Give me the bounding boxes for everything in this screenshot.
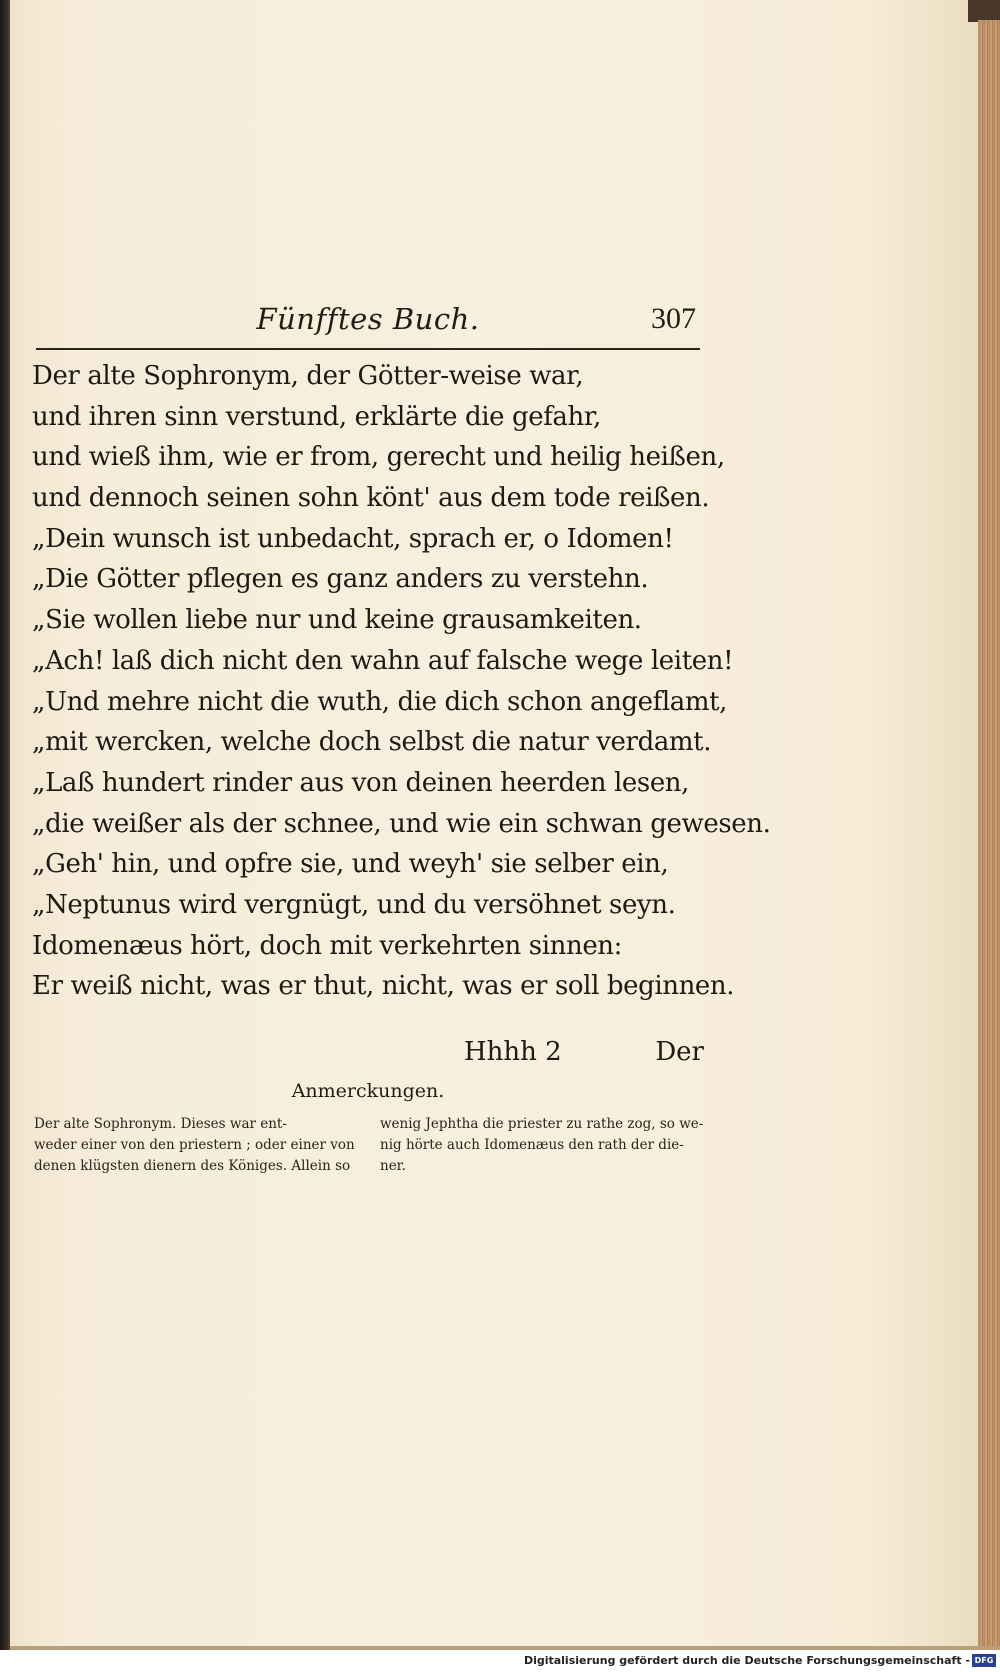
verse-block xyxy=(32,356,771,1007)
verse-line: und ihren sinn verstund, erklärte die gefahr, xyxy=(32,401,601,432)
verse-line: „die weißer als der schnee, und wie ein schwan gewesen. xyxy=(32,808,771,839)
note-line: wenig Jephtha die priester zu rathe zog, so we- xyxy=(380,1116,704,1132)
catchword: Der xyxy=(655,1037,704,1067)
verse-line: „Sie wollen liebe nur und keine grausamkeiten. xyxy=(32,605,642,636)
note-line: denen klügsten dienern des Königes. Allein so xyxy=(34,1158,351,1174)
note-line: Der alte Sophronym. Dieses war ent- xyxy=(34,1116,287,1132)
note-line: ner. xyxy=(380,1158,406,1174)
verse-line: „mit wercken, welche doch selbst die natur verdamt. xyxy=(32,727,712,758)
verse-line: „Die Götter pflegen es ganz anders zu verstehn. xyxy=(32,564,649,595)
verse-line: „Dein wunsch ist unbedacht, sprach er, o Idomen! xyxy=(32,523,674,554)
notes-block xyxy=(34,1114,702,1177)
verse-line: „Laß hundert rinder aus von deinen heerden lesen, xyxy=(32,767,690,798)
verse-line: „Und mehre nicht die wuth, die dich schon angeflamt, xyxy=(32,686,728,717)
note-line: nig hörte auch Idomenæus den rath der die- xyxy=(380,1137,684,1153)
verse-line: Idomenæus hört, doch mit verkehrten sinnen: xyxy=(32,930,623,961)
book-page-edges xyxy=(978,20,1000,1652)
notes-left-column xyxy=(34,1114,356,1177)
note-line: weder einer von den priestern ; oder einer von xyxy=(34,1137,355,1153)
footer-credit: Digitalisierung gefördert durch die Deutsche Forschungsgemeinschaft - xyxy=(523,1654,970,1667)
running-head xyxy=(36,302,700,350)
book-corner-shadow xyxy=(968,0,1000,22)
notes-right-column xyxy=(380,1114,702,1177)
notes-heading: Anmerckungen. xyxy=(291,1080,445,1102)
running-title: Fünfftes Buch. xyxy=(256,302,480,336)
verse-line: „Neptunus wird vergnügt, und du versöhnet seyn. xyxy=(32,889,676,920)
page-number: 307 xyxy=(651,302,696,335)
verse-line: Er weiß nicht, was er thut, nicht, was er soll beginnen. xyxy=(32,971,735,1002)
sheet-signature: Hhhh 2 xyxy=(464,1037,562,1067)
catchline xyxy=(32,1037,704,1077)
dfg-logo-icon: DFG xyxy=(972,1654,996,1667)
verse-line: Der alte Sophronym, der Götter-weise war, xyxy=(32,361,584,391)
verse-line: und dennoch seinen sohn könt' aus dem tode reißen. xyxy=(32,483,710,514)
verse-line: und wieß ihm, wie er from, gerecht und heilig heißen, xyxy=(32,442,725,473)
verse-line: „Geh' hin, und opfre sie, und weyh' sie selber ein, xyxy=(32,849,669,880)
footer-bar xyxy=(0,1650,1000,1672)
verse-line: „Ach! laß dich nicht den wahn auf falsche wege leiten! xyxy=(32,645,734,676)
